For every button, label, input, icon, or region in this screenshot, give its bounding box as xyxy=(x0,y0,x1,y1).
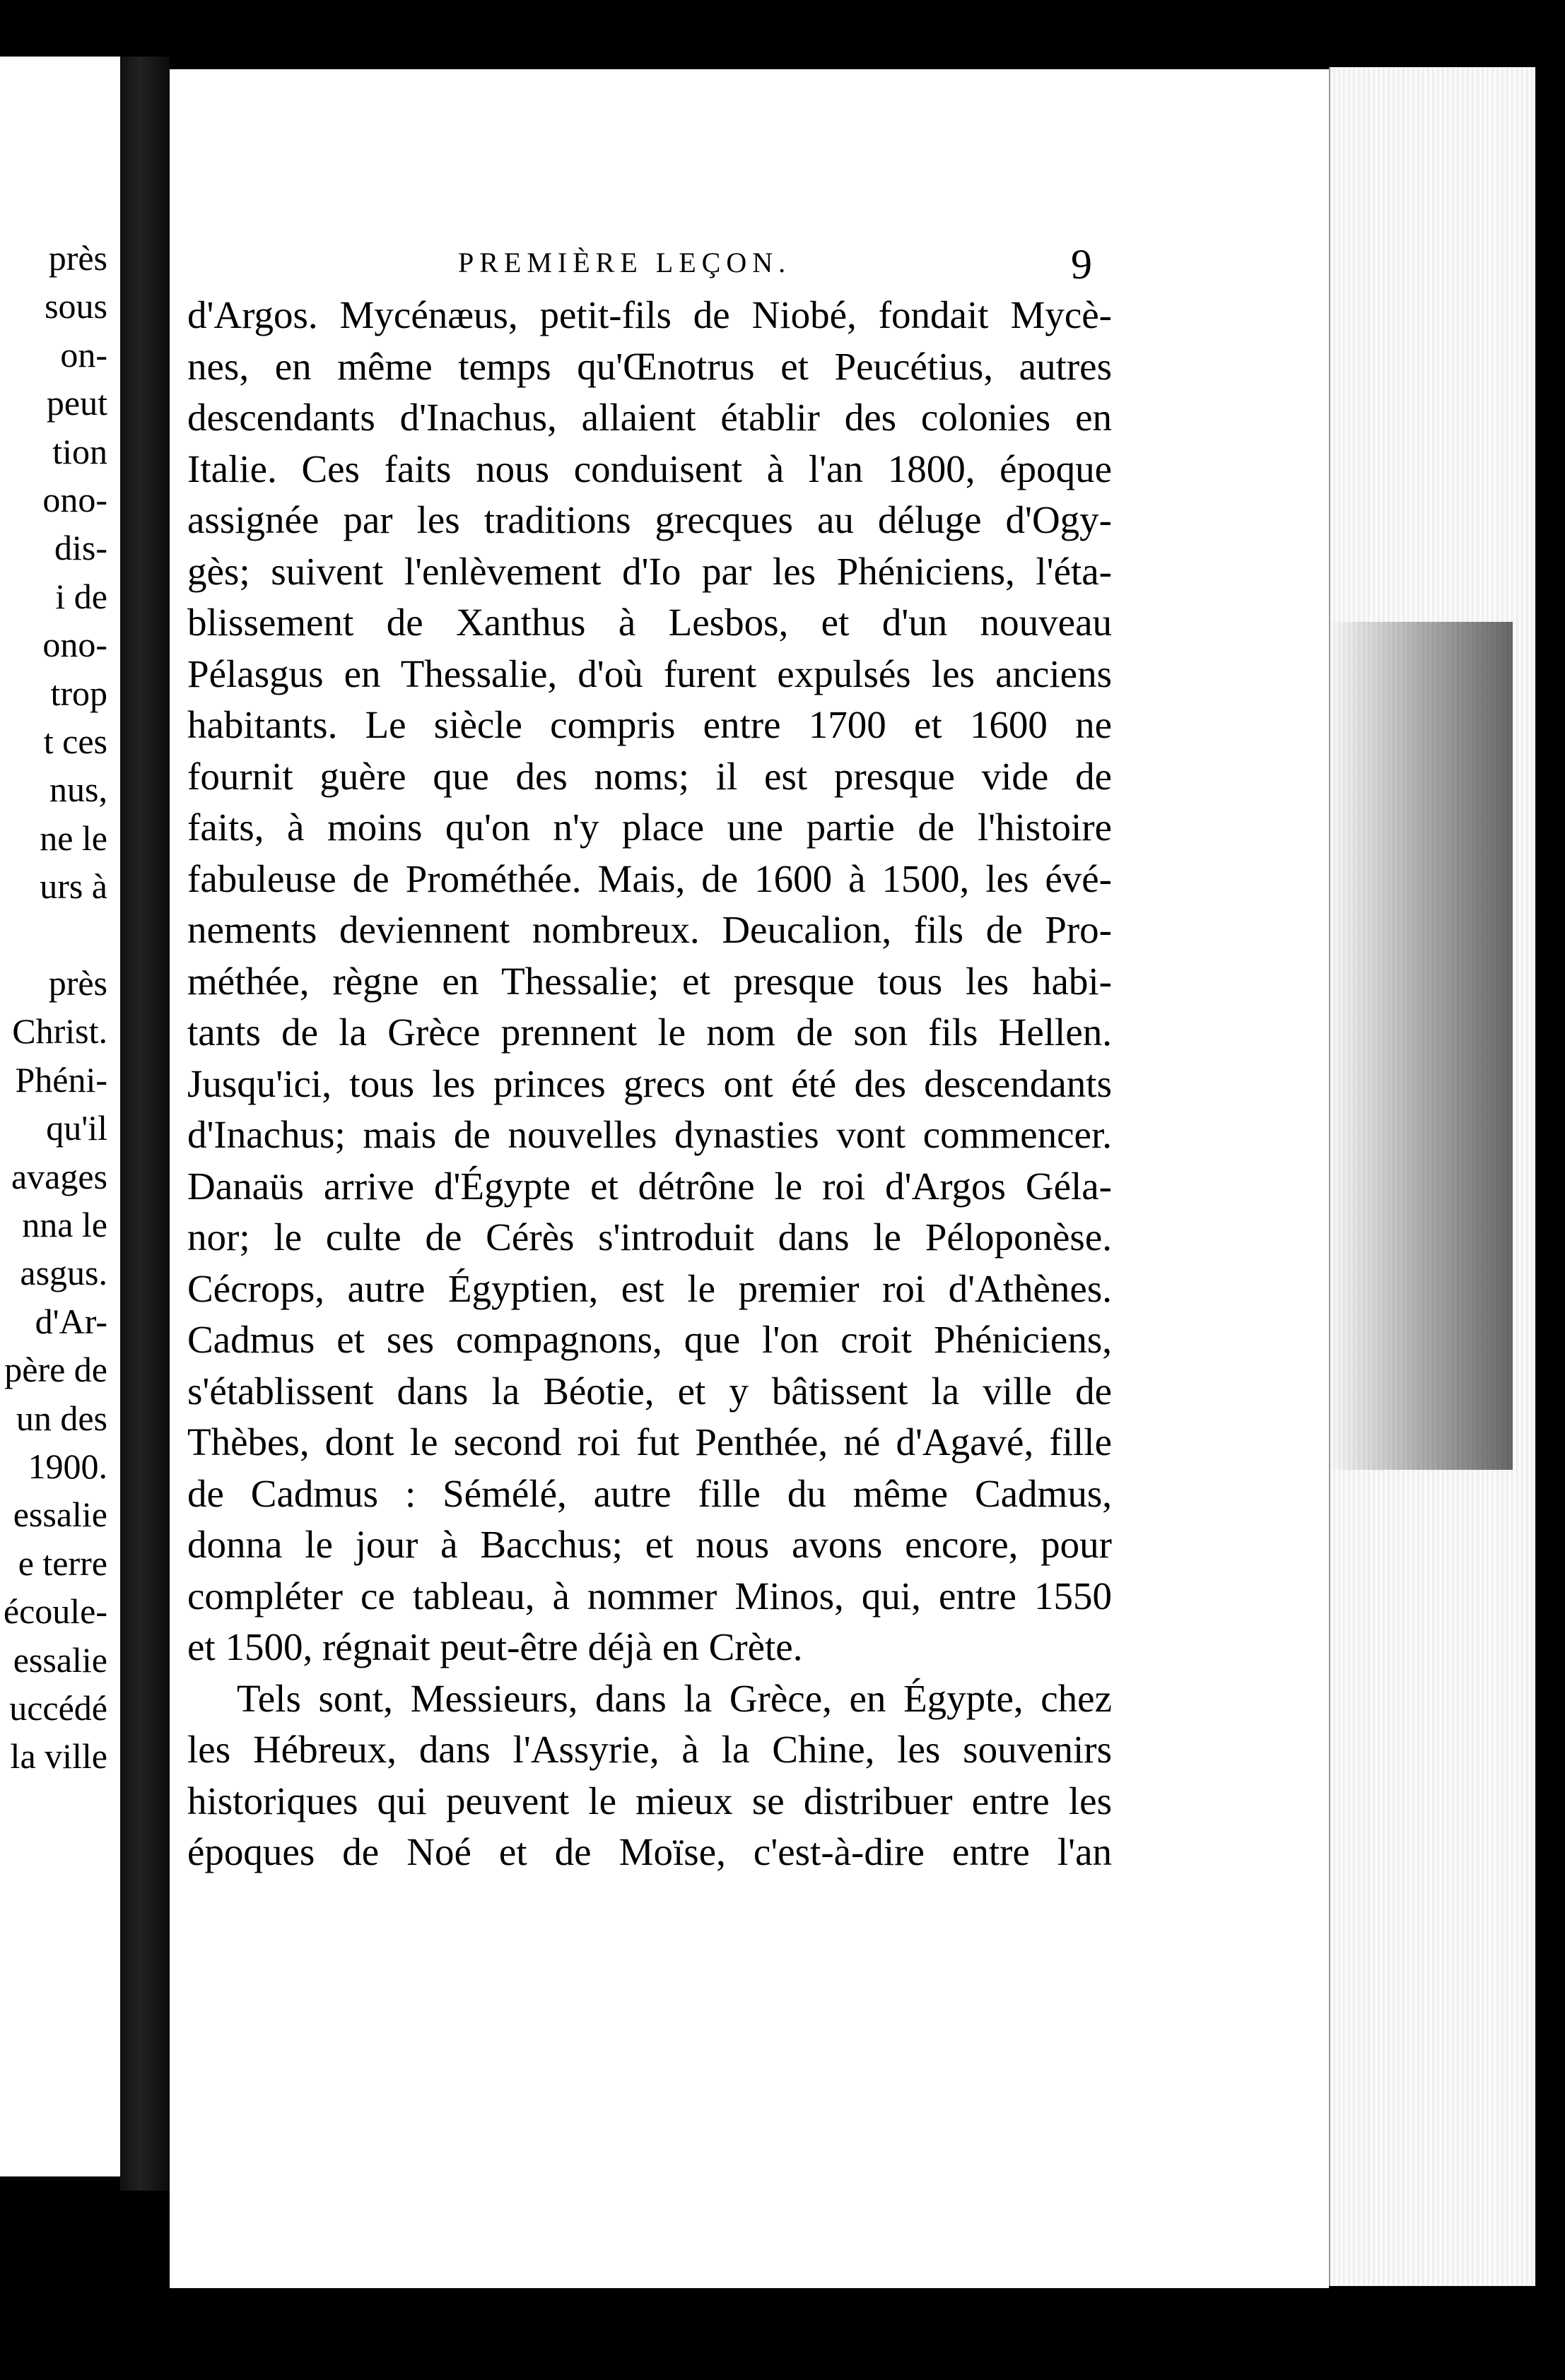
left-page-line: urs à xyxy=(40,866,107,907)
text-line: historiques qui peuvent le mieux se distribuer entre les xyxy=(187,1779,1112,1822)
left-page-line: uccédé xyxy=(9,1688,107,1728)
text-line: les Hébreux, dans l'Assyrie, à la Chine, les souvenirs xyxy=(187,1728,1112,1771)
text-line: Pélasgus en Thessalie, d'où furent expulsés les anciens xyxy=(187,652,1112,695)
left-page-line: sous xyxy=(45,286,107,326)
left-page-line: e terre xyxy=(18,1543,107,1583)
text-line: Thèbes, dont le second roi fut Penthée, né d'Agavé, fille xyxy=(187,1420,1112,1463)
text-line: nements deviennent nombreux. Deucalion, fils de Pro- xyxy=(187,908,1112,951)
text-line: descendants d'Inachus, allaient établir des colonies en xyxy=(187,396,1112,439)
text-line: fabuleuse de Prométhée. Mais, de 1600 à 1500, les évé- xyxy=(187,856,1112,900)
left-page-line: tion xyxy=(52,431,107,471)
book-gutter xyxy=(120,57,170,2191)
left-page-line: qu'il xyxy=(46,1108,107,1148)
left-page-line: Phéni- xyxy=(15,1059,107,1100)
left-page-line: avages xyxy=(11,1156,107,1196)
left-page-line: on- xyxy=(60,334,107,375)
left-page-line: t ces xyxy=(43,721,107,761)
text-line: Italie. Ces faits nous conduisent à l'an 1800, époque xyxy=(187,447,1112,490)
left-page-line: 1900. xyxy=(28,1447,107,1486)
left-page-line: ono- xyxy=(42,625,107,665)
page-header xyxy=(170,241,1329,295)
text-line: méthée, règne en Thessalie; et presque tous les habi- xyxy=(187,959,1112,1003)
text-line: tants de la Grèce prennent le nom de son fils Hellen. xyxy=(187,1011,1112,1054)
left-page-line: essalie xyxy=(13,1639,107,1680)
text-line: assignée par les traditions grecques au déluge d'Ogy- xyxy=(187,498,1112,541)
text-line: et 1500, régnait peut-être déjà en Crète. xyxy=(187,1625,803,1668)
text-line: nes, en même temps qu'Œnotrus et Peucétius, autres xyxy=(187,344,1112,388)
left-page-line: ne le xyxy=(40,818,107,858)
text-line: de Cadmus : Sémélé, autre fille du même Cadmus, xyxy=(187,1471,1112,1515)
left-page-line: peut xyxy=(46,383,107,423)
text-line: blissement de Xanthus à Lesbos, et d'un nouveau xyxy=(187,601,1112,644)
text-line: Cécrops, autre Égyptien, est le premier roi d'Athènes. xyxy=(187,1266,1112,1310)
left-page-line: dis- xyxy=(54,528,107,568)
text-line: habitants. Le siècle compris entre 1700 et 1600 ne xyxy=(187,703,1112,746)
text-line: Jusqu'ici, tous les princes grecs ont été des descendants xyxy=(187,1061,1112,1105)
book-page xyxy=(170,69,1329,2288)
left-page-line: essalie xyxy=(13,1495,107,1535)
left-page-line: un des xyxy=(16,1398,107,1438)
left-page-line: père de xyxy=(4,1350,107,1390)
left-page-line: asgus. xyxy=(20,1253,107,1293)
text-line: fournit guère que des noms; il est presque vide de xyxy=(187,754,1112,798)
text-line: d'Inachus; mais de nouvelles dynasties vont commencer. xyxy=(187,1113,1112,1156)
left-page-line: ono- xyxy=(42,480,107,519)
left-page-line: près xyxy=(48,963,107,1003)
running-head: PREMIÈRE LEÇON. xyxy=(458,247,792,278)
text-line: Tels sont, Messieurs, dans la Grèce, en Égypte, chez xyxy=(237,1676,1112,1720)
text-line: d'Argos. Mycénæus, petit-fils de Niobé, fondait Mycè- xyxy=(187,293,1112,336)
text-line: Danaüs arrive d'Égypte et détrône le roi d'Argos Géla- xyxy=(187,1164,1112,1208)
text-line: Cadmus et ses compagnons, que l'on croit Phéniciens, xyxy=(187,1318,1112,1361)
left-page-line: trop xyxy=(50,673,107,713)
left-facing-page xyxy=(0,57,120,2176)
text-line: gès; suivent l'enlèvement d'Io par les Phéniciens, l'éta- xyxy=(187,549,1112,593)
text-line: faits, à moins qu'on n'y place une partie de l'histoire xyxy=(187,806,1112,849)
page-number: 9 xyxy=(1071,241,1092,288)
text-line: compléter ce tableau, à nommer Minos, qui, entre 1550 xyxy=(187,1574,1112,1618)
left-page-line: Christ. xyxy=(12,1011,107,1051)
left-page-line: près xyxy=(48,238,107,278)
text-line: nor; le culte de Cérès s'introduit dans le Péloponèse. xyxy=(187,1215,1112,1259)
left-page-line: nus, xyxy=(49,770,107,810)
left-page-line: nna le xyxy=(22,1205,107,1244)
left-page-line: écoule- xyxy=(3,1591,107,1632)
left-page-line: i de xyxy=(55,576,107,616)
text-line: époques de Noé et de Moïse, c'est-à-dire entre l'an xyxy=(187,1830,1112,1873)
text-line: s'établissent dans la Béotie, et y bâtissent la ville de xyxy=(187,1369,1112,1413)
left-page-line: la ville xyxy=(10,1736,107,1777)
text-line: donna le jour à Bacchus; et nous avons encore, pour xyxy=(187,1523,1112,1566)
page-edge-shadow xyxy=(1329,622,1513,1470)
left-page-line: d'Ar- xyxy=(35,1301,107,1341)
